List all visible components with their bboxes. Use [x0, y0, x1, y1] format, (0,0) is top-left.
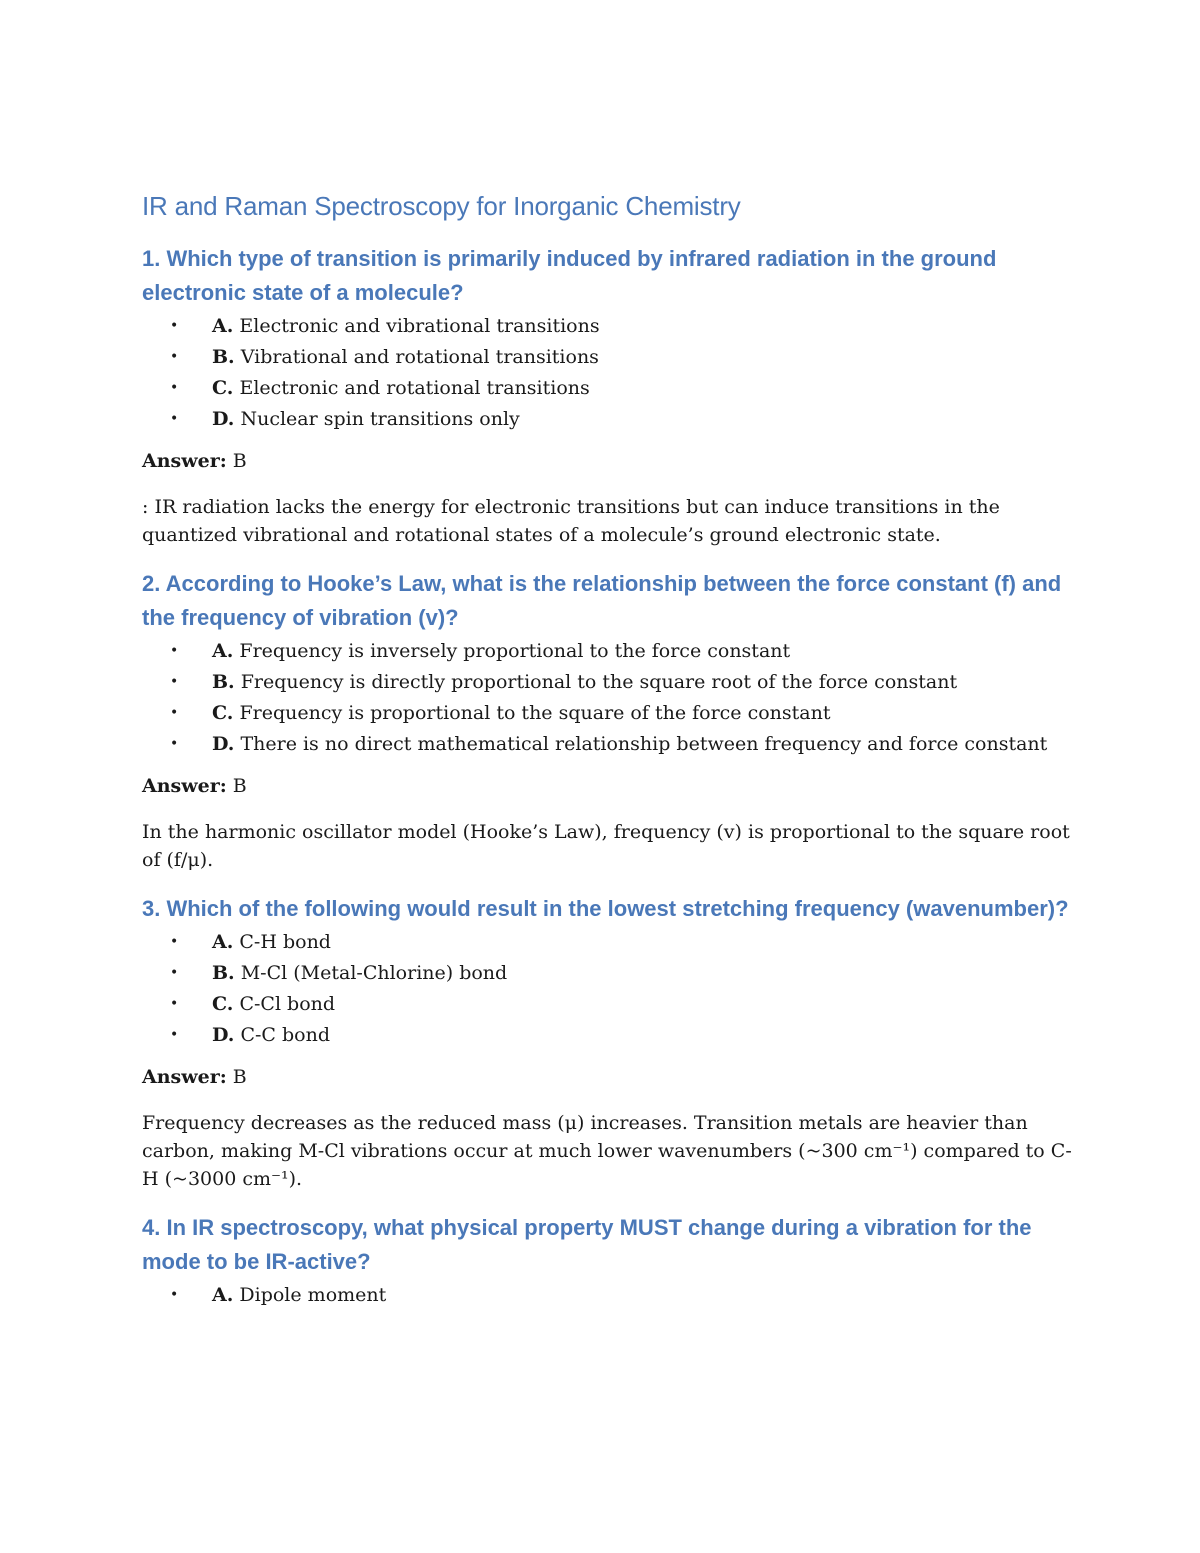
bullet-icon: • [170, 317, 179, 334]
bullet-icon: • [170, 964, 179, 981]
bullet-icon: • [170, 1286, 179, 1303]
option-text: There is no direct mathematical relationship between frequency and force constant [234, 732, 1048, 755]
option-item [142, 405, 1072, 433]
document-page [142, 190, 1072, 1317]
question-text: 2. According to Hooke’s Law, what is the relationship between the force constant (f) and the frequency of vibration (v)? [142, 570, 1062, 630]
option-text: Electronic and vibrational transitions [233, 314, 600, 337]
option-item [142, 637, 1072, 665]
bullet-icon: • [170, 995, 179, 1012]
bullet-icon: • [170, 735, 179, 752]
option-letter: B. [212, 345, 235, 368]
option-text: M-Cl (Metal-Chlorine) bond [234, 961, 508, 984]
option-text: Frequency is directly proportional to the square root of the force constant [234, 670, 958, 693]
option-letter: A. [212, 1283, 234, 1306]
bullet-icon: • [170, 642, 179, 659]
answer-value: B [226, 774, 247, 797]
question-block [142, 567, 1072, 874]
option-letter: D. [212, 732, 235, 755]
question-text: 1. Which type of transition is primarily induced by infrared radiation in the ground electronic state of a molecule? [142, 245, 997, 305]
option-list [142, 1281, 1072, 1309]
option-text: C-H bond [233, 930, 331, 953]
question-block [142, 242, 1072, 549]
question-text: 4. In IR spectroscopy, what physical property MUST change during a vibration for the mode to be IR-active? [142, 1214, 1032, 1274]
bullet-icon: • [170, 410, 179, 427]
option-text: Vibrational and rotational transitions [234, 345, 599, 368]
option-list [142, 928, 1072, 1049]
option-item [142, 312, 1072, 340]
option-letter: A. [212, 930, 234, 953]
bullet-icon: • [170, 673, 179, 690]
document-title: IR and Raman Spectroscopy for Inorganic Chemistry [142, 191, 741, 221]
option-item [142, 928, 1072, 956]
bullet-icon: • [170, 348, 179, 365]
explanation-text: : IR radiation lacks the energy for electronic transitions but can induce transitions in the quantized vibrational and rotational states of a molecule’s ground electronic state. [142, 495, 1000, 546]
explanation-text: Frequency decreases as the reduced mass (μ) increases. Transition metals are heavier than carbon, making M-Cl vibrations occur at much lower wavenumbers (~300 cm⁻¹) compared to C-H (~3000 cm⁻¹). [142, 1111, 1072, 1190]
option-item [142, 990, 1072, 1018]
bullet-icon: • [170, 1026, 179, 1043]
option-letter: C. [212, 376, 234, 399]
option-text: Frequency is proportional to the square of the force constant [233, 701, 831, 724]
option-item [142, 1281, 1072, 1309]
explanation-text: In the harmonic oscillator model (Hooke’s Law), frequency (v) is proportional to the square root of (f/μ). [142, 820, 1070, 871]
option-item [142, 959, 1072, 987]
option-letter: D. [212, 407, 235, 430]
answer-value: B [226, 1065, 247, 1088]
option-letter: B. [212, 961, 235, 984]
option-item [142, 374, 1072, 402]
option-letter: C. [212, 701, 234, 724]
option-letter: D. [212, 1023, 235, 1046]
answer-value: B [226, 449, 247, 472]
option-text: C-Cl bond [233, 992, 336, 1015]
option-letter: A. [212, 639, 234, 662]
option-list [142, 637, 1072, 758]
question-block [142, 1211, 1072, 1309]
option-item [142, 343, 1072, 371]
option-item [142, 668, 1072, 696]
answer-label: Answer: [142, 449, 227, 472]
question-block [142, 892, 1072, 1193]
option-item [142, 699, 1072, 727]
option-letter: B. [212, 670, 235, 693]
answer-line [142, 772, 1072, 800]
option-text: C-C bond [234, 1023, 330, 1046]
option-letter: C. [212, 992, 234, 1015]
answer-line [142, 447, 1072, 475]
answer-label: Answer: [142, 1065, 227, 1088]
option-text: Electronic and rotational transitions [233, 376, 590, 399]
bullet-icon: • [170, 704, 179, 721]
option-text: Nuclear spin transitions only [234, 407, 520, 430]
bullet-icon: • [170, 933, 179, 950]
answer-line [142, 1063, 1072, 1091]
option-text: Frequency is inversely proportional to the force constant [233, 639, 791, 662]
question-text: 3. Which of the following would result in the lowest stretching frequency (wavenumber)? [142, 895, 1069, 921]
option-item [142, 1021, 1072, 1049]
option-item [142, 730, 1072, 758]
answer-label: Answer: [142, 774, 227, 797]
bullet-icon: • [170, 379, 179, 396]
option-list [142, 312, 1072, 433]
option-letter: A. [212, 314, 234, 337]
option-text: Dipole moment [233, 1283, 387, 1306]
